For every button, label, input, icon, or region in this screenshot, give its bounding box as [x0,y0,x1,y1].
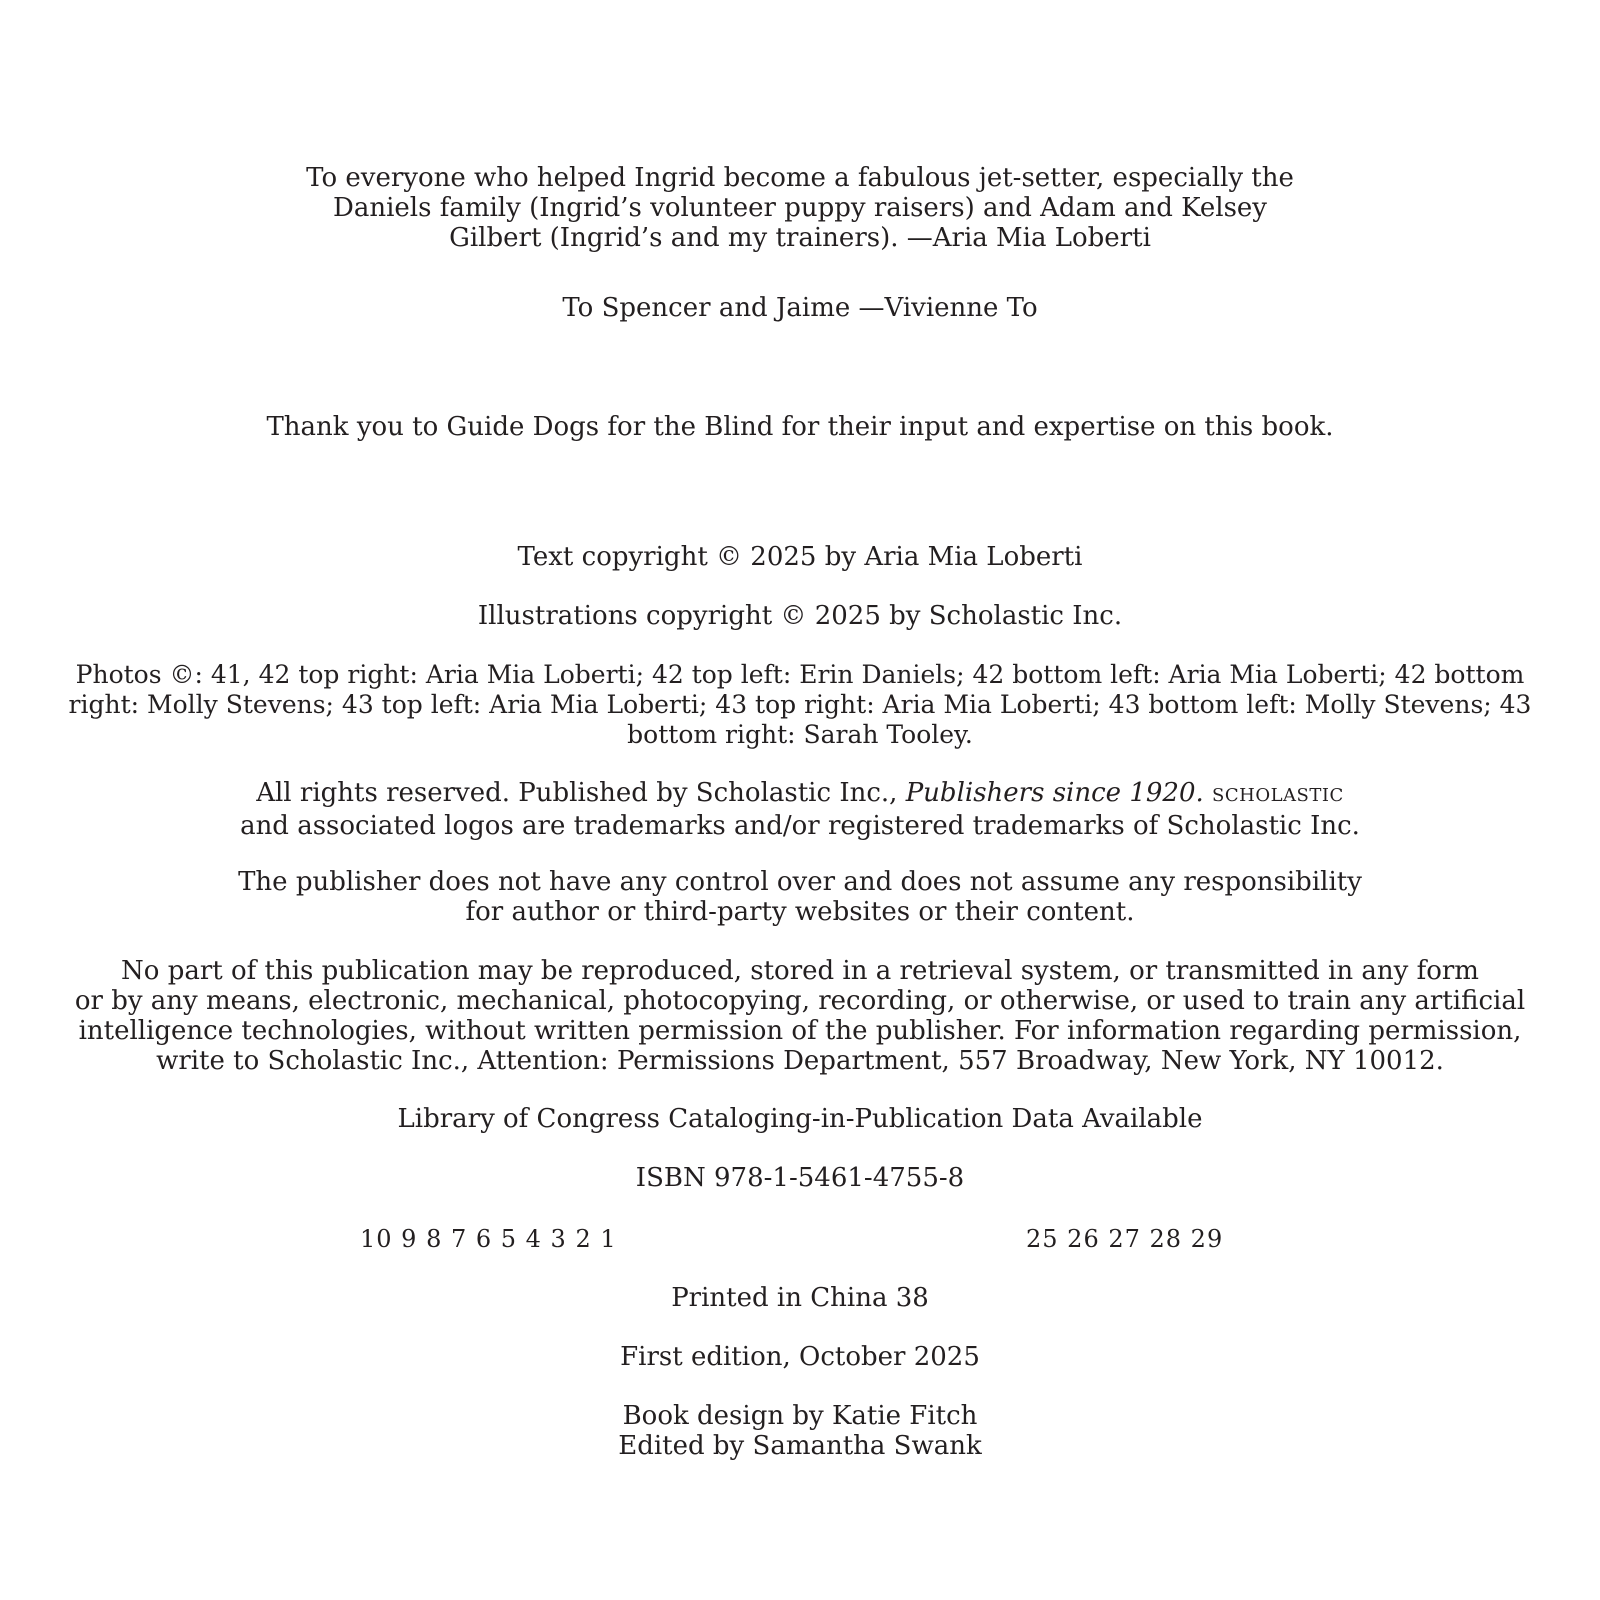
photo-credits-line: right: Molly Stevens; 43 top left: Aria Mia Loberti; 43 top right: Aria Mia Loberti; 43 bottom left: Molly Stevens; 43 [68,690,1532,719]
editor-credit: Edited by Samantha Swank [618,1431,982,1461]
edition: First edition, October 2025 [620,1342,980,1372]
printline-right: 25 26 27 28 29 [1026,1225,1224,1253]
isbn: ISBN 978-1-5461-4755-8 [635,1163,965,1193]
photo-credits-line: bottom right: Sarah Tooley. [627,720,973,749]
rights-reserved [0,778,1600,841]
photo-credits-line: Photos ©: 41, 42 top right: Aria Mia Loberti; 42 top left: Erin Daniels; 42 bottom left: Aria Mia Loberti; 42 bottom [75,660,1525,689]
acknowledgment: Thank you to Guide Dogs for the Blind for their input and expertise on this book. [266,412,1334,442]
dedication-line: Daniels family (Ingrid’s volunteer puppy raisers) and Adam and Kelsey [333,193,1267,223]
design-credit: Book design by Katie Fitch [622,1401,978,1431]
illustrations-copyright: Illustrations copyright © 2025 by Scholastic Inc. [477,601,1123,631]
credits [0,1401,1600,1461]
rights-line-1: All rights reserved. Published by Scholastic Inc., Publishers since 1920. SCHOLASTIC [256,778,1344,808]
printed-in: Printed in China 38 [671,1283,929,1313]
photo-credits [0,660,1600,750]
dedication-line: Gilbert (Ingrid’s and my trainers). —Aria Mia Loberti [449,223,1151,253]
permissions-notice: No part of this publication may be reproduced, stored in a retrieval system, or transmitted in any form or by any means, electronic, mechanical, photocopying, recording, or otherwise, or used to train any artificial intelligence technologies, without written permission of the publisher. For information regarding permission, write to Scholastic Inc., Attention: Permissions Department, 557 Broadway, New York, NY 10012. [74,956,1526,1076]
publisher-disclaimer: The publisher does not have any control over and does not assume any responsibility for author or third-party websites or their content. [238,867,1362,927]
illustrator-dedication: To Spencer and Jaime —Vivienne To [562,293,1038,323]
text-copyright: Text copyright © 2025 by Aria Mia Loberti [517,542,1083,572]
author-dedication [0,163,1600,253]
rights-line-2: and associated logos are trademarks and/or registered trademarks of Scholastic Inc. [240,811,1360,841]
printline-left: 10 9 8 7 6 5 4 3 2 1 [360,1225,617,1253]
dedication-line: To everyone who helped Ingrid become a fabulous jet-setter, especially the [306,163,1294,193]
cip-data: Library of Congress Cataloging-in-Publication Data Available [397,1104,1203,1134]
